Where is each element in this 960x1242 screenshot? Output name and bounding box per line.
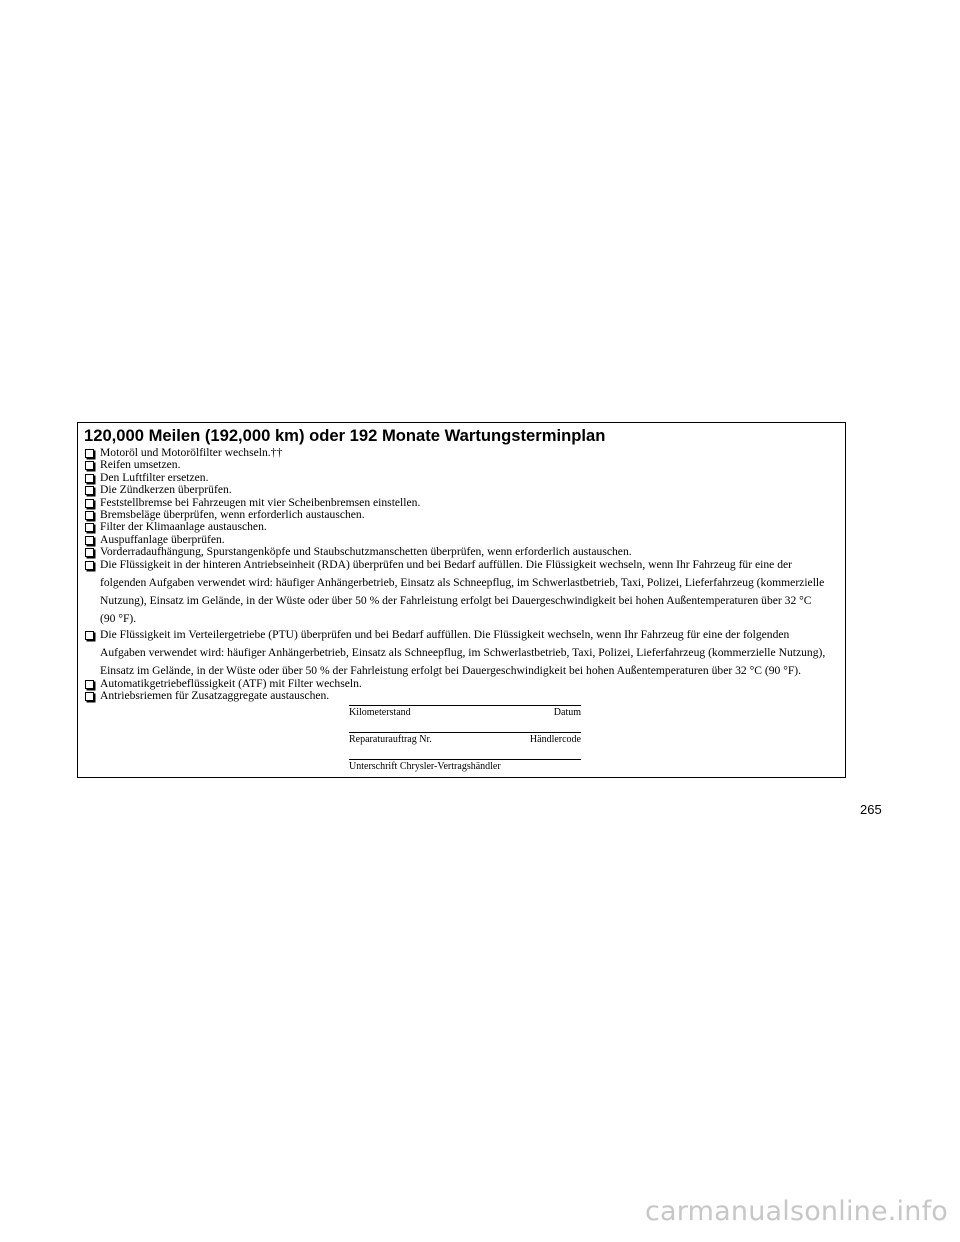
checkbox-icon	[85, 692, 94, 701]
repair-order-line	[349, 732, 581, 759]
checkbox-icon	[85, 561, 94, 570]
task-text: Vorderradaufhängung, Spurstangenköpfe und Staubschutzmanschetten überprüfen, wenn erforderlich austauschen.	[100, 545, 632, 559]
checkbox-icon	[85, 680, 94, 689]
schedule-title: 120,000 Meilen (192,000 km) oder 192 Monate Wartungsterminplan	[84, 426, 606, 445]
task-text: Bremsbeläge überprüfen, wenn erforderlich austauschen.	[100, 508, 365, 522]
date-label: Datum	[553, 707, 581, 718]
checkbox-icon	[85, 523, 94, 532]
task-item	[84, 690, 829, 702]
signature-block	[349, 705, 581, 786]
task-list	[84, 447, 829, 703]
task-text: Reifen umsetzen.	[100, 458, 181, 472]
task-text: Motoröl und Motorölfilter wechseln.††	[100, 446, 283, 459]
task-text: Die Zündkerzen überprüfen.	[100, 483, 232, 497]
page-number: 265	[860, 802, 882, 817]
mileage-date-line	[349, 705, 581, 732]
dealer-code-label: Händlercode	[529, 734, 581, 745]
watermark: carmanualsonline.info	[645, 1196, 948, 1227]
task-text: Den Luftfilter ersetzen.	[100, 470, 209, 484]
checkbox-icon	[85, 461, 94, 470]
checkbox-icon	[85, 536, 94, 545]
task-text: Feststellbremse bei Fahrzeugen mit vier Scheibenbremsen einstellen.	[100, 495, 421, 509]
checkbox-icon	[85, 486, 94, 495]
checkbox-icon	[85, 511, 94, 520]
dealer-signature-label: Unterschrift Chrysler-Vertragshändler	[349, 761, 501, 772]
task-text: Auspuffanlage überprüfen.	[100, 532, 225, 546]
repair-order-label: Reparaturauftrag Nr.	[349, 734, 432, 745]
checkbox-icon	[85, 449, 94, 458]
maintenance-schedule-box	[77, 422, 846, 778]
dealer-signature-line	[349, 759, 581, 786]
task-text: Filter der Klimaanlage austauschen.	[100, 520, 267, 534]
checkbox-icon	[85, 474, 94, 483]
task-item	[84, 556, 829, 629]
mileage-label: Kilometerstand	[349, 707, 411, 718]
task-item	[84, 447, 829, 459]
task-text: Die Flüssigkeit im Verteilergetriebe (PTU) überprüfen und bei Bedarf auffüllen. Die Flüssigkeit wechseln, wenn Ihr Fahrzeug für eine der folgenden Aufgaben verwendet wird: häufiger Anhängerbetrieb, Einsatz als Schneepflug, im Schwerlastbetrieb, Taxi, Polizei, Lieferfahrzeug (kommerzielle Nutzung), Einsatz im Gelände, in der Wüste oder über 50 % der Fahrleistung erfolgt bei Dauergeschwindigkeit bei hohen Außentemperaturen über 32 °C (90 °F).	[100, 627, 826, 678]
task-item	[84, 626, 829, 681]
checkbox-icon	[85, 631, 94, 640]
task-text: Antriebsriemen für Zusatzaggregate austauschen.	[100, 689, 330, 703]
task-text: Automatikgetriebeflüssigkeit (ATF) mit Filter wechseln.	[100, 676, 362, 690]
task-text: Die Flüssigkeit in der hinteren Antriebseinheit (RDA) überprüfen und bei Bedarf auffüllen. Die Flüssigkeit wechseln, wenn Ihr Fahrzeug für eine der folgenden Aufgaben verwendet wird: häufiger Anhängerbetrieb, Einsatz als Schneepflug, im Schwerlastbetrieb, Taxi, Polizei, Lieferfahrzeug (kommerzielle Nutzung), Einsatz im Gelände, in der Wüste oder über 50 % der Fahrleistung erfolgt bei Dauergeschwindigkeit bei hohen Außentemperaturen über 32 °C (90 °F).	[100, 557, 825, 626]
checkbox-icon	[85, 499, 94, 508]
